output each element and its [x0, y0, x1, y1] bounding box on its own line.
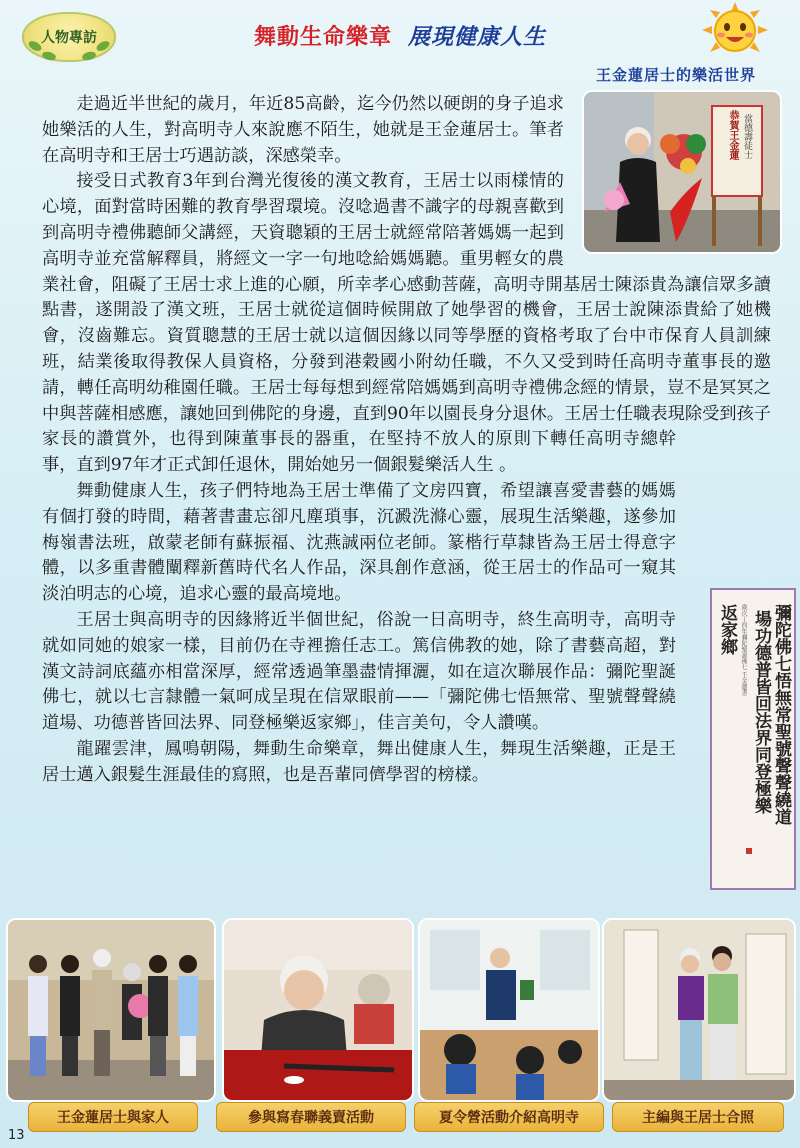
- photo-caption: 王金蓮居士與家人: [28, 1102, 198, 1132]
- article-body: [42, 92, 772, 789]
- calligraphy-column: 彌陀佛七悟無常聖號聲聲繞道: [771, 604, 791, 825]
- photo-caption: 夏令營活動介紹高明寺: [414, 1102, 604, 1132]
- paragraph: 接受日式教育3年到台灣光復後的漢文教育，王居士以雨樣情的心境，面對當時困難的教育學習環境。沒唸過書不識字的母親喜歡到到高明寺禮佛聽師父講經，天資聰穎的王居士就經常陪著媽媽一起到高明寺並充當解釋員，將經文一字一句地唸給媽媽聽。重男輕女的農業社會，阻礙了王居士求上進的心願，所幸孝心感動菩薩，高明寺開基居士陳添貴為讓信眾多讀點書，遂開設了漢文班，王居士就從這個時候開啟了她學習的機會，王居士說陳添貴給了她機會，沒齒難忘。資質聰慧的王居士就以這個因緣以同等學歷的資格考取了台中市保育人員訓練班，結業後取得教保人員資格，分發到港穀國小附幼任職，不久又受到時任高明寺董事長的邀請，轉任高明幼稚園任職。王居士每每想到經常陪媽媽到高明寺禮佛念經的情景，豈不是冥冥之中與菩薩相感應，讓她回到佛陀的身邊，直到90年以園長身分退休。王居士任職表現除受到孩子家長的讚賞外，也得到陳董事長的器重，在堅持不放人的原則下轉任高明寺總幹事，直到97年才正式卸任退休，開始她另一個銀髮樂活人生 。: [42, 171, 771, 476]
- photo-calligraphy-event: [222, 918, 414, 1102]
- photo-summer-camp: [418, 918, 600, 1102]
- photo-editor-with-wang: [602, 918, 796, 1102]
- flower-sign-header: 恭賀王金蓮: [727, 110, 738, 160]
- section-badge-label: 人物專訪: [41, 30, 97, 46]
- article-subtitle: 王金蓮居士的樂活世界: [595, 66, 756, 84]
- smiling-sun-icon: [700, 2, 770, 58]
- leaf-icon: [81, 50, 97, 61]
- paragraph: 龍躍雲津，鳳鳴朝陽，舞動生命樂章，舞出健康人生，舞現生活樂趣，正是王居士邁入銀髮生涯最佳的寫照，也是吾輩同儕學習的榜樣。: [42, 738, 676, 785]
- photo-family: [6, 918, 216, 1102]
- calligraphy-column: 場功德普皆回法界同登極樂: [751, 610, 771, 814]
- article-title: [0, 20, 800, 51]
- paragraph: 舞動健康人生，孩子們特地為王居士準備了文房四寶，希望讓喜愛書藝的媽媽有個打發的時間，藉著書畫忘卻凡塵瑣事，沉澱洗滌心靈，展現生活樂趣，遂參加梅嶺書法班，啟蒙老師有蘇振福、沈燕誠兩位老師。篆楷行草隸皆為王居士得意字體，以多重書體闡釋新舊時代名人作品，深具創作意涵，從王居士的作品可一窺其淡泊明志的心境，追求心靈的最高境地。: [42, 480, 676, 605]
- seal-icon: [746, 848, 752, 854]
- title-part-2: 展現健康人生: [408, 25, 547, 50]
- photo-caption: 主編與王居士合照: [612, 1102, 784, 1132]
- flower-sign-text: 當德壽徒士: [742, 114, 752, 159]
- photo-placeholder: [564, 92, 772, 252]
- paragraph: 王居士與高明寺的因緣將近半個世紀，俗說一日高明寺，終生高明寺，高明寺就如同她的娘家一樣，目前仍在寺裡擔任志工。篤信佛教的她，除了書藝高超，對漢文詩詞底蘊亦相當深厚，經常透過筆墨盡情揮灑，如在這次聯展作品：彌陀聖誕佛七，就以七言隸體一氣呵成呈現在信眾眼前——「彌陀佛七悟無常、聖號聲聲繞道場、功德普皆回法界、同登極樂返家鄉」，佳言美句，令人讚嘆。: [42, 609, 676, 734]
- title-part-1: 舞動生命樂章: [253, 25, 392, 50]
- paragraph: 走過近半世紀的歲月，年近85高齡，迄今仍然以硬朗的身子追求她樂活的人生，對高明寺人來說應不陌生，她就是王金蓮居士。筆者在高明寺和王居士巧遇訪談，深感榮幸。: [42, 94, 564, 166]
- calligraphy-scroll: [710, 588, 796, 890]
- calligraphy-column: 返家鄉: [717, 604, 737, 655]
- photo-caption: 參與寫春聯義賣活動: [216, 1102, 406, 1132]
- leaf-icon: [41, 50, 57, 61]
- page-number: 13: [8, 1128, 25, 1143]
- calligraphy-inscription: 歲次丁酉年彌陀聖誕佛七 王金蓮書: [740, 604, 747, 696]
